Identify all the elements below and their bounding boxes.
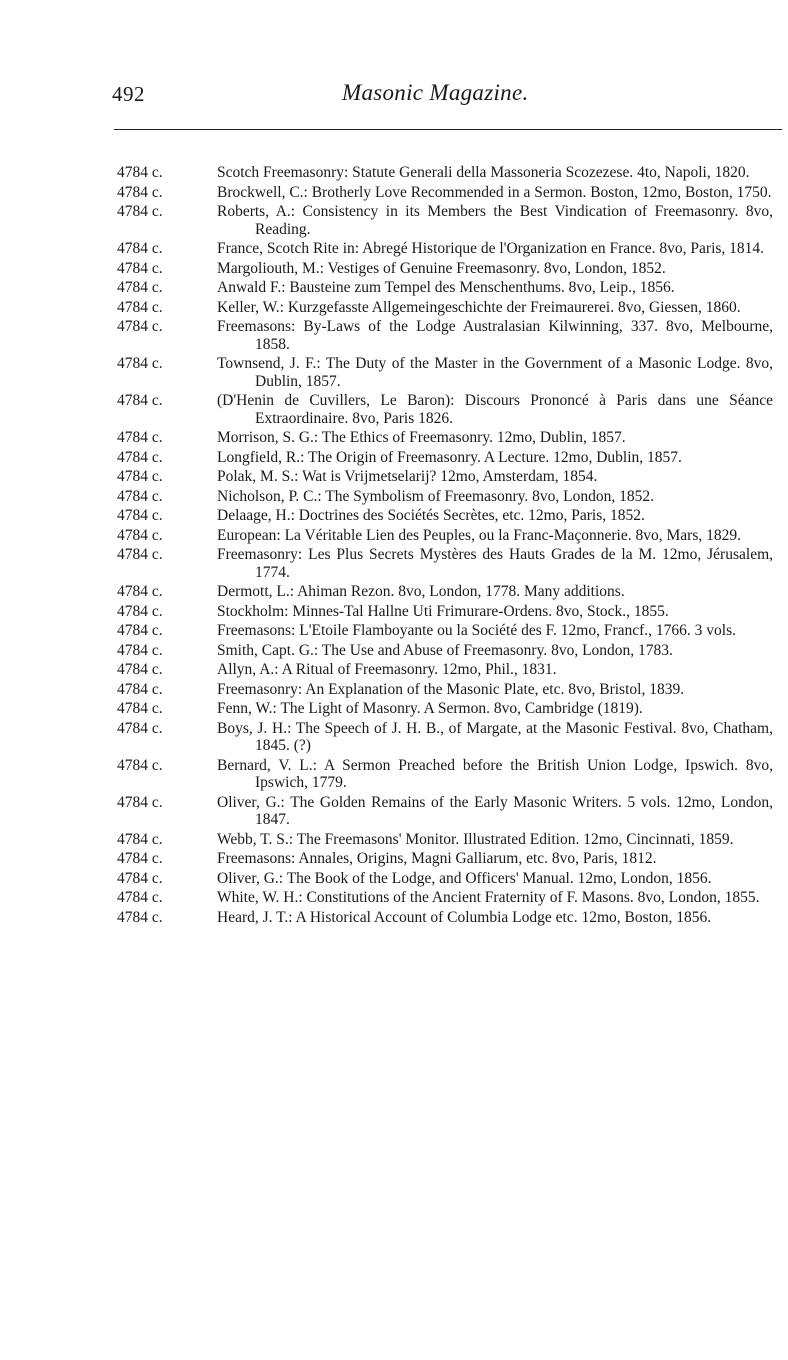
catalogue-entry — [0, 831, 788, 849]
citation-text: Morrison, S. G.: The Ethics of Freemasonry. 12mo, Dublin, 1857. — [217, 429, 626, 446]
shelf-mark: 4784 c. — [117, 793, 163, 811]
shelf-mark: 4784 c. — [117, 661, 163, 678]
shelf-mark: 4784 c. — [117, 526, 163, 544]
catalogue-entry — [0, 681, 788, 699]
shelf-mark: 4784 c. — [117, 869, 163, 887]
catalogue-entry — [0, 488, 788, 506]
citation-text: Stockholm: Minnes-Tal Hallne Uti Frimurare-Ordens. 8vo, Stock., 1855. — [217, 602, 669, 620]
catalogue-entry — [0, 318, 788, 353]
catalogue-entry — [0, 622, 788, 640]
catalogue-entry — [0, 889, 788, 907]
citation-text: Anwald F.: Bausteine zum Tempel des Menschenthums. 8vo, Leip., 1856. — [217, 279, 675, 296]
citation-text: Fenn, W.: The Light of Masonry. A Sermon. 8vo, Cambridge (1819). — [217, 700, 643, 717]
shelf-mark: 4784 c. — [117, 183, 163, 201]
citation-text: Roberts, A.: Consistency in its Members the Best Vindication of Freemasonry. 8vo, Reading. — [217, 203, 773, 238]
citation-text: Freemasonry: An Explanation of the Masonic Plate, etc. 8vo, Bristol, 1839. — [217, 680, 685, 698]
citation-text: Margoliouth, M.: Vestiges of Genuine Freemasonry. 8vo, London, 1852. — [217, 259, 666, 277]
catalogue-entry — [0, 203, 788, 238]
catalogue-entry — [0, 850, 788, 868]
citation-text: Keller, W.: Kurzgefasste Allgemeingeschichte der Freimaurerei. 8vo, Giessen, 1860. — [217, 298, 741, 316]
citation-text: Brockwell, C.: Brotherly Love Recommended in a Sermon. Boston, 12mo, Boston, 1750. — [217, 183, 772, 201]
shelf-mark: 4784 c. — [117, 622, 163, 639]
shelf-mark: 4784 c. — [117, 203, 163, 220]
shelf-mark: 4784 c. — [117, 240, 163, 257]
citation-text: Freemasons: Annales, Origins, Magni Galliarum, etc. 8vo, Paris, 1812. — [217, 850, 657, 867]
citation-text: Bernard, V. L.: A Sermon Preached before the British Union Lodge, Ipswich. 8vo, Ipswich, 1779. — [217, 756, 773, 791]
shelf-mark: 4784 c. — [117, 830, 163, 848]
catalogue-entry — [0, 449, 788, 467]
shelf-mark: 4784 c. — [117, 583, 163, 600]
page-header — [112, 78, 752, 112]
citation-text: France, Scotch Rite in: Abregé Historique de l'Organization en France. 8vo, Paris, 1814. — [217, 240, 765, 257]
shelf-mark: 4784 c. — [117, 700, 163, 717]
page-number: 492 — [112, 82, 145, 106]
citation-text: Polak, M. S.: Wat is Vrijmetselarij? 12mo, Amsterdam, 1854. — [217, 468, 598, 485]
citation-text: Dermott, L.: Ahiman Rezon. 8vo, London, 1778. Many additions. — [217, 583, 625, 600]
shelf-mark: 4784 c. — [117, 889, 163, 906]
citation-text: Allyn, A.: A Ritual of Freemasonry. 12mo, Phil., 1831. — [217, 661, 557, 678]
catalogue-entry — [0, 870, 788, 888]
catalogue-entry — [0, 240, 788, 258]
catalogue-entry — [0, 720, 788, 755]
catalogue-entry — [0, 355, 788, 390]
catalogue-entry — [0, 392, 788, 427]
shelf-mark: 4784 c. — [117, 392, 163, 409]
catalogue-entry — [0, 164, 788, 182]
catalogue-entry — [0, 603, 788, 621]
shelf-mark: 4784 c. — [117, 468, 163, 485]
catalogue-entry — [0, 527, 788, 545]
citation-text: White, W. H.: Constitutions of the Ancient Fraternity of F. Masons. 8vo, London, 1855. — [217, 889, 760, 906]
citation-text: Boys, J. H.: The Speech of J. H. B., of Margate, at the Masonic Festival. 8vo, Chatham, 1845. (?) — [217, 719, 773, 754]
catalogue-entry — [0, 468, 788, 486]
shelf-mark: 4784 c. — [117, 680, 163, 698]
citation-text: Heard, J. T.: A Historical Account of Columbia Lodge etc. 12mo, Boston, 1856. — [217, 908, 712, 926]
shelf-mark: 4784 c. — [117, 429, 163, 446]
shelf-mark: 4784 c. — [117, 719, 163, 737]
header-rule — [114, 129, 782, 130]
citation-text: Nicholson, P. C.: The Symbolism of Freemasonry. 8vo, London, 1852. — [217, 487, 655, 505]
shelf-mark: 4784 c. — [117, 850, 163, 867]
citation-text: Webb, T. S.: The Freemasons' Monitor. Illustrated Edition. 12mo, Cincinnati, 1859. — [217, 830, 734, 848]
catalogue-entry — [0, 583, 788, 601]
citation-text: Longfield, R.: The Origin of Freemasonry. A Lecture. 12mo, Dublin, 1857. — [217, 448, 682, 466]
citation-text: Freemasonry: Les Plus Secrets Mystères des Hauts Grades de la M. 12mo, Jérusalem, 1774. — [217, 546, 773, 581]
catalogue-entry — [0, 260, 788, 278]
citation-text: Smith, Capt. G.: The Use and Abuse of Freemasonry. 8vo, London, 1783. — [217, 641, 673, 659]
citation-text: Freemasons: L'Etoile Flamboyante ou la Société des F. 12mo, Francf., 1766. 3 vols. — [217, 622, 737, 639]
catalogue-entry — [0, 909, 788, 927]
catalogue-entry — [0, 429, 788, 447]
catalogue-entries — [0, 164, 788, 928]
shelf-mark: 4784 c. — [117, 279, 163, 296]
catalogue-entry — [0, 299, 788, 317]
shelf-mark: 4784 c. — [117, 318, 163, 335]
shelf-mark: 4784 c. — [117, 448, 163, 466]
catalogue-entry — [0, 546, 788, 581]
running-title: Masonic Magazine. — [342, 80, 529, 105]
catalogue-entry — [0, 757, 788, 792]
shelf-mark: 4784 c. — [117, 164, 163, 181]
citation-text: European: La Véritable Lien des Peuples, ou la Franc-Maçonnerie. 8vo, Mars, 1829. — [217, 526, 741, 544]
shelf-mark: 4784 c. — [117, 908, 163, 926]
catalogue-entry — [0, 700, 788, 718]
citation-text: Freemasons: By-Laws of the Lodge Australasian Kilwinning, 337. 8vo, Melbourne, 1858. — [217, 318, 773, 353]
citation-text: Delaage, H.: Doctrines des Sociétés Secrètes, etc. 12mo, Paris, 1852. — [217, 507, 645, 524]
shelf-mark: 4784 c. — [117, 355, 163, 372]
citation-text: (D'Henin de Cuvillers, Le Baron): Discours Prononcé à Paris dans une Séance Extraordinaire. 8vo, Paris 1826. — [217, 392, 773, 427]
catalogue-entry — [0, 507, 788, 525]
catalogue-entry — [0, 642, 788, 660]
catalogue-entry — [0, 184, 788, 202]
citation-text: Townsend, J. F.: The Duty of the Master in the Government of a Masonic Lodge. 8vo, Dublin, 1857. — [217, 355, 773, 390]
catalogue-entry — [0, 661, 788, 679]
shelf-mark: 4784 c. — [117, 259, 163, 277]
shelf-mark: 4784 c. — [117, 756, 163, 774]
shelf-mark: 4784 c. — [117, 298, 163, 316]
shelf-mark: 4784 c. — [117, 602, 163, 620]
catalogue-entry — [0, 794, 788, 829]
catalogue-entry — [0, 279, 788, 297]
citation-text: Oliver, G.: The Golden Remains of the Early Masonic Writers. 5 vols. 12mo, London, 1847. — [217, 793, 773, 828]
shelf-mark: 4784 c. — [117, 641, 163, 659]
citation-text: Oliver, G.: The Book of the Lodge, and Officers' Manual. 12mo, London, 1856. — [217, 869, 712, 887]
shelf-mark: 4784 c. — [117, 546, 163, 563]
shelf-mark: 4784 c. — [117, 487, 163, 505]
shelf-mark: 4784 c. — [117, 507, 163, 524]
citation-text: Scotch Freemasonry: Statute Generali della Massoneria Scozezese. 4to, Napoli, 1820. — [217, 164, 750, 181]
